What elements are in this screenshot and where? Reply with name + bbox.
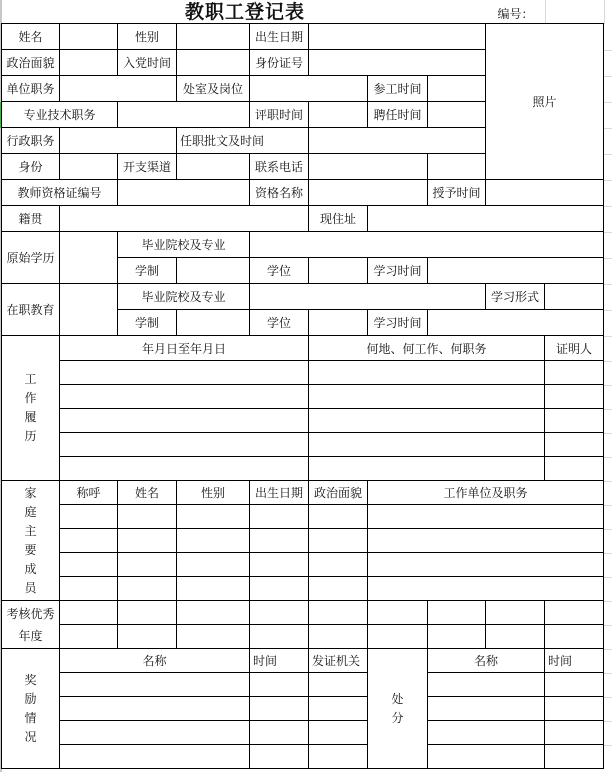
punishment-section-label: [367, 648, 428, 769]
assessment-cell[interactable]: [367, 600, 428, 625]
punishment-name-cell[interactable]: [427, 696, 545, 721]
label-char: 员: [24, 580, 37, 595]
award-name-cell[interactable]: [59, 672, 250, 697]
punishment-name-cell[interactable]: [427, 720, 545, 745]
work-history-period-cell[interactable]: [59, 432, 309, 457]
awards-section-label: [1, 648, 60, 769]
label-qualification-name: 资格名称: [249, 179, 309, 206]
label-char: 要: [24, 542, 37, 557]
family-gender-cell[interactable]: [176, 504, 250, 529]
phone-field[interactable]: [308, 153, 428, 180]
label-original-degree: 学位: [249, 257, 309, 284]
label-in-service-schooling-length: 学制: [117, 309, 177, 336]
assessment-cell[interactable]: [367, 624, 428, 649]
appointment-doc-time-field[interactable]: [308, 127, 486, 154]
punishment-time-cell[interactable]: [544, 696, 604, 721]
label-study-form: 学习形式: [485, 283, 545, 310]
family-header-political-status: 政治面貌: [308, 480, 368, 505]
gridline: [604, 577, 612, 578]
gridline: [604, 721, 612, 722]
label-teacher-cert-no: 教师资格证编号: [1, 179, 118, 206]
punishment-time-cell[interactable]: [544, 672, 604, 697]
original-schooling-length-field[interactable]: [176, 257, 250, 284]
current-address-field[interactable]: [367, 205, 604, 232]
label-char: 工: [24, 372, 37, 386]
admin-position-field[interactable]: [59, 127, 177, 154]
gridline: [604, 154, 612, 155]
label-office-post: 处室及岗位: [176, 75, 250, 102]
gridline: [604, 553, 612, 554]
punishment-name-cell[interactable]: [427, 672, 545, 697]
gridline: [604, 601, 612, 602]
label-line: 考核优秀: [6, 606, 55, 621]
label-political-status: 政治面貌: [1, 49, 60, 76]
original-degree-field[interactable]: [308, 257, 368, 284]
gridline: [604, 745, 612, 746]
label-in-service-degree: 学位: [249, 309, 309, 336]
family-gender-cell[interactable]: [176, 552, 250, 577]
punishment-time-cell[interactable]: [544, 744, 604, 769]
label-char: 历: [24, 429, 37, 443]
award-time-cell[interactable]: [249, 744, 309, 769]
family-work-unit-cell[interactable]: [367, 576, 604, 601]
family-gender-cell[interactable]: [176, 576, 250, 601]
label-char: 家: [24, 485, 37, 500]
name-field[interactable]: [59, 23, 118, 50]
label-appointment-doc-time: 任职批文及时间: [176, 127, 309, 154]
family-political-status-cell[interactable]: [308, 504, 368, 529]
work-history-period-cell[interactable]: [59, 456, 309, 481]
political-status-field[interactable]: [59, 49, 118, 76]
grant-date-field[interactable]: [485, 179, 604, 206]
label-char: 奖: [24, 672, 37, 687]
assessment-cell[interactable]: [117, 600, 177, 625]
study-form-field[interactable]: [544, 283, 604, 310]
label-char: 成: [24, 561, 37, 576]
in-service-school-major-field[interactable]: [249, 283, 486, 310]
assessment-section-label: [1, 600, 60, 649]
award-time-cell[interactable]: [249, 696, 309, 721]
award-issuer-cell[interactable]: [308, 744, 368, 769]
gridline: [545, 0, 546, 24]
in-service-schooling-length-field[interactable]: [176, 309, 250, 336]
label-original-schooling-length: 学制: [117, 257, 177, 284]
assessment-cell[interactable]: [485, 624, 545, 649]
family-name-cell[interactable]: [117, 576, 177, 601]
label-char: 情: [24, 710, 37, 725]
number-label: 编号：: [497, 7, 534, 21]
family-name-cell[interactable]: [117, 552, 177, 577]
work-start-date-field[interactable]: [427, 75, 486, 102]
work-history-header-witness: 证明人: [544, 335, 604, 361]
label-native-place: 籍贯: [1, 205, 60, 232]
form-title: 教职工登记表: [184, 1, 305, 23]
awards-header-time: 时间: [249, 648, 309, 673]
label-admin-position: 行政职务: [1, 127, 60, 154]
party-join-date-field[interactable]: [176, 49, 250, 76]
payment-channel-field[interactable]: [176, 153, 250, 180]
assessment-cell[interactable]: [176, 624, 250, 649]
punishment-header-name: 名称: [427, 648, 545, 673]
in-service-study-period-field[interactable]: [427, 309, 604, 336]
award-name-cell[interactable]: [59, 696, 250, 721]
punishment-time-cell[interactable]: [544, 720, 604, 745]
label-name: 姓名: [1, 23, 60, 50]
family-relation-cell[interactable]: [59, 552, 118, 577]
label-phone: 联系电话: [249, 153, 309, 180]
unit-position-field[interactable]: [59, 75, 177, 102]
hire-date-field[interactable]: [427, 101, 486, 128]
gridline: [604, 625, 612, 626]
professional-title-field[interactable]: [117, 101, 250, 128]
label-current-address: 现住址: [308, 205, 368, 232]
label-work-start-date: 参工时间: [367, 75, 428, 102]
label-char: 庭: [24, 504, 37, 519]
gridline: [604, 336, 612, 337]
family-name-cell[interactable]: [117, 528, 177, 553]
family-header-name: 姓名: [117, 480, 177, 505]
gridline: [604, 481, 612, 482]
family-political-status-cell[interactable]: [308, 528, 368, 553]
phone-extra-field[interactable]: [427, 153, 486, 180]
work-history-witness-cell[interactable]: [544, 456, 604, 481]
label-original-study-period: 学习时间: [367, 257, 428, 284]
label-char: 励: [24, 691, 37, 706]
label-original-education: 原始学历: [1, 231, 60, 284]
original-education-field[interactable]: [59, 231, 118, 284]
assessment-cell[interactable]: [59, 600, 118, 625]
family-political-status-cell[interactable]: [308, 576, 368, 601]
gridline: [604, 409, 612, 410]
label-birth-date: 出生日期: [249, 23, 309, 50]
title-eval-date-field[interactable]: [308, 101, 368, 128]
label-in-service-education: 在职教育: [1, 283, 60, 336]
punishment-name-cell[interactable]: [427, 744, 545, 769]
work-history-place-job-cell[interactable]: [308, 432, 545, 457]
gridline: [604, 258, 612, 259]
photo-box[interactable]: 照片: [485, 23, 604, 180]
gridline: [604, 232, 612, 233]
gridline: [604, 310, 612, 311]
label-professional-title: 专业技术职务: [1, 101, 118, 128]
assessment-cell[interactable]: [117, 624, 177, 649]
family-work-unit-cell[interactable]: [367, 504, 604, 529]
label-gender: 性别: [117, 23, 177, 50]
work-history-witness-cell[interactable]: [544, 360, 604, 385]
assessment-cell[interactable]: [308, 624, 368, 649]
work-history-witness-cell[interactable]: [544, 432, 604, 457]
assessment-cell[interactable]: [427, 624, 486, 649]
gridline: [604, 529, 612, 530]
original-study-period-field[interactable]: [427, 257, 604, 284]
work-history-place-job-cell[interactable]: [308, 360, 545, 385]
id-number-field[interactable]: [308, 49, 486, 76]
assessment-cell[interactable]: [249, 600, 309, 625]
label-in-service-school-major: 毕业院校及专业: [117, 283, 250, 310]
punishment-header-time: 时间: [544, 648, 604, 673]
label-unit-position: 单位职务: [1, 75, 60, 102]
in-service-education-field[interactable]: [59, 283, 118, 336]
label-char: 况: [24, 729, 37, 744]
family-relation-cell[interactable]: [59, 504, 118, 529]
award-time-cell[interactable]: [249, 720, 309, 745]
gridline: [604, 102, 612, 103]
label-in-service-study-period: 学习时间: [367, 309, 428, 336]
family-relation-cell[interactable]: [59, 576, 118, 601]
family-name-cell[interactable]: [117, 504, 177, 529]
family-header-relation: 称呼: [59, 480, 118, 505]
gridline: [604, 128, 612, 129]
work-history-header-period: 年月日至年月日: [59, 335, 309, 361]
family-birth-date-cell[interactable]: [249, 552, 309, 577]
birth-date-field[interactable]: [308, 23, 486, 50]
gridline: [604, 50, 612, 51]
label-identity: 身份: [1, 153, 60, 180]
work-history-witness-cell[interactable]: [544, 408, 604, 433]
label-original-school-major: 毕业院校及专业: [117, 231, 250, 258]
gender-field[interactable]: [176, 23, 250, 50]
award-issuer-cell[interactable]: [308, 696, 368, 721]
gridline: [604, 180, 612, 181]
award-name-cell[interactable]: [59, 744, 250, 769]
family-birth-date-cell[interactable]: [249, 576, 309, 601]
gridline: [604, 206, 612, 207]
gridline: [604, 649, 612, 650]
work-history-header-place-job: 何地、何工作、何职务: [308, 335, 545, 361]
work-history-section-label: [1, 335, 60, 481]
label-title-eval-date: 评职时间: [249, 101, 309, 128]
native-place-field[interactable]: [59, 205, 309, 232]
label-grant-date: 授予时间: [427, 179, 486, 206]
award-name-cell[interactable]: [59, 720, 250, 745]
qualification-name-field[interactable]: [308, 179, 428, 206]
label-char: 分: [391, 710, 404, 725]
in-service-degree-field[interactable]: [308, 309, 368, 336]
assessment-cell[interactable]: [59, 624, 118, 649]
label-char: 履: [24, 410, 37, 424]
original-school-major-field[interactable]: [249, 231, 604, 258]
work-history-place-job-cell[interactable]: [308, 456, 545, 481]
identity-field[interactable]: [59, 153, 118, 180]
family-birth-date-cell[interactable]: [249, 504, 309, 529]
assessment-cell[interactable]: [308, 600, 368, 625]
gridline: [604, 385, 612, 386]
gridline: [604, 76, 612, 77]
label-hire-date: 聘任时间: [367, 101, 428, 128]
work-history-place-job-cell[interactable]: [308, 408, 545, 433]
gridline: [604, 457, 612, 458]
family-gender-cell[interactable]: [176, 528, 250, 553]
label-char: 作: [24, 391, 37, 405]
label-payment-channel: 开支渠道: [117, 153, 177, 180]
label-char: 主: [24, 523, 37, 538]
assessment-cell[interactable]: [544, 600, 604, 625]
gridline: [604, 505, 612, 506]
label-char: 处: [391, 691, 404, 706]
label-id-number: 身份证号: [249, 49, 309, 76]
family-header-gender: 性别: [176, 480, 250, 505]
gridline: [604, 0, 605, 24]
family-work-unit-cell[interactable]: [367, 528, 604, 553]
family-relation-cell[interactable]: [59, 528, 118, 553]
award-issuer-cell[interactable]: [308, 720, 368, 745]
assessment-cell[interactable]: [176, 600, 250, 625]
work-history-period-cell[interactable]: [59, 408, 309, 433]
family-header-work-unit: 工作单位及职务: [367, 480, 604, 505]
work-history-period-cell[interactable]: [59, 384, 309, 409]
gridline: [604, 433, 612, 434]
family-section-label: [1, 480, 60, 601]
awards-header-issuer: 发证机关: [308, 648, 368, 673]
teacher-cert-no-field[interactable]: [117, 179, 250, 206]
award-issuer-cell[interactable]: [308, 672, 368, 697]
assessment-cell[interactable]: [544, 624, 604, 649]
assessment-cell[interactable]: [485, 600, 545, 625]
gridline: [604, 361, 612, 362]
gridline: [604, 697, 612, 698]
work-history-place-job-cell[interactable]: [308, 384, 545, 409]
family-political-status-cell[interactable]: [308, 552, 368, 577]
gridline: [604, 673, 612, 674]
assessment-cell[interactable]: [427, 600, 486, 625]
office-post-field[interactable]: [249, 75, 368, 102]
award-time-cell[interactable]: [249, 672, 309, 697]
family-work-unit-cell[interactable]: [367, 552, 604, 577]
work-history-witness-cell[interactable]: [544, 384, 604, 409]
label-line: 年度: [18, 628, 43, 643]
awards-header-name: 名称: [59, 648, 250, 673]
assessment-cell[interactable]: [249, 624, 309, 649]
label-party-join-date: 入党时间: [117, 49, 177, 76]
family-birth-date-cell[interactable]: [249, 528, 309, 553]
family-header-birth-date: 出生日期: [249, 480, 309, 505]
work-history-period-cell[interactable]: [59, 360, 309, 385]
gridline: [604, 284, 612, 285]
